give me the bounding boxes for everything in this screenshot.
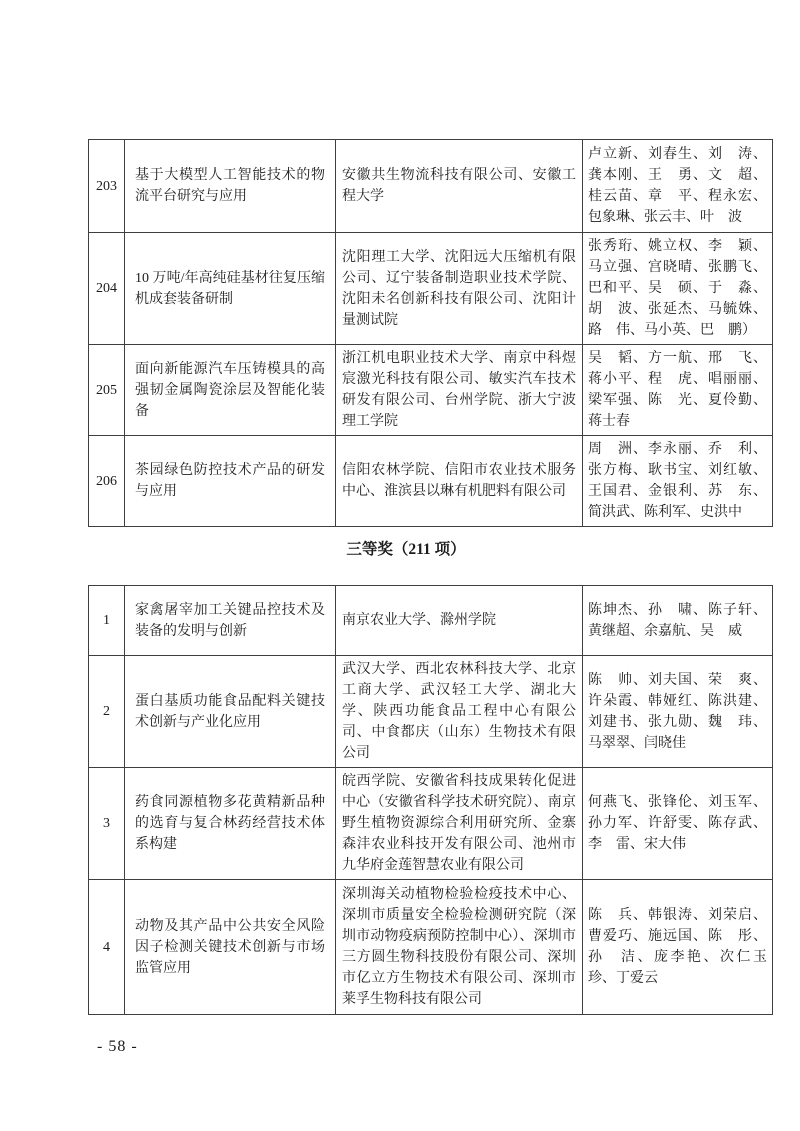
organizations: 深圳海关动植物检验检疫技术中心、深圳市质量安全检验检测研究院（深圳市动物疫病预防控制中心）、深圳市三方圆生物科技股份有限公司、深圳市亿立方生物技术有限公司、深圳市莱孚生物科技有限公司 — [336, 880, 583, 1015]
table-row — [89, 880, 773, 1015]
project-title: 药食同源植物多花黄精新品种的选育与复合林药经营技术体系构建 — [125, 768, 336, 880]
awardees: 何燕飞、张锋伦、刘玉军、孙力军、许舒雯、陈存武、李 雷、宋大伟 — [583, 768, 773, 880]
section-heading: 三等奖（211 项） — [346, 541, 466, 558]
awardees: 卢立新、刘春生、刘 涛、龚本刚、王 勇、文 超、桂云苗、章 平、程永宏、包象琳、张云丰、叶 波 — [583, 140, 773, 233]
organizations: 信阳农林学院、信阳市农业技术服务中心、淮滨县以琳有机肥料有限公司 — [336, 436, 583, 527]
row-number: 2 — [89, 656, 125, 768]
awardees: 陈 帅、刘夫国、荣 爽、许朵霞、韩娅红、陈洪建、刘建书、张九勋、魏 玮、马翠翠、闫晓佳 — [583, 656, 773, 768]
table-row — [89, 768, 773, 880]
organizations: 浙江机电职业技术大学、南京中科煜宸激光科技有限公司、敏实汽车技术研发有限公司、台州学院、浙大宁波理工学院 — [336, 345, 583, 436]
organizations: 武汉大学、西北农林科技大学、北京工商大学、武汉轻工大学、湖北大学、陕西功能食品工程中心有限公司、中食都庆（山东）生物技术有限公司 — [336, 656, 583, 768]
row-number: 3 — [89, 768, 125, 880]
table-row — [89, 345, 773, 436]
table-row — [89, 233, 773, 345]
organizations: 安徽共生物流科技有限公司、安徽工程大学 — [336, 140, 583, 233]
project-title: 基于大模型人工智能技术的物流平台研究与应用 — [125, 140, 336, 233]
awardees: 周 洲、李永丽、乔 利、张方梅、耿书宝、刘红敏、王国君、金银利、苏 东、简洪武、陈利军、史洪中 — [583, 436, 773, 527]
project-title: 家禽屠宰加工关键品控技术及装备的发明与创新 — [125, 586, 336, 656]
row-number: 205 — [89, 345, 125, 436]
page-number: - 58 - — [97, 1038, 138, 1055]
awardees: 张秀珩、姚立权、李 颖、马立强、宫晓晴、张鹏飞、巴和平、吴 硕、于 淼、胡 波、张延杰、马毓姝、路 伟、马小英、巴 鹏） — [583, 233, 773, 345]
table-row — [89, 586, 773, 656]
row-number: 206 — [89, 436, 125, 527]
awardees: 陈坤杰、孙 啸、陈子轩、黄继超、余嘉航、吴 威 — [583, 586, 773, 656]
row-number: 1 — [89, 586, 125, 656]
organizations: 沈阳理工大学、沈阳远大压缩机有限公司、辽宁装备制造职业技术学院、沈阳未名创新科技有限公司、沈阳计量测试院 — [336, 233, 583, 345]
awardees: 陈 兵、韩银涛、刘荣启、曹爱巧、施远国、陈 彤、孙 洁、庞李艳、次仁玉珍、丁爱云 — [583, 880, 773, 1015]
project-title: 面向新能源汽车压铸模具的高强韧金属陶瓷涂层及智能化装备 — [125, 345, 336, 436]
project-title: 蛋白基质功能食品配料关键技术创新与产业化应用 — [125, 656, 336, 768]
organizations: 皖西学院、安徽省科技成果转化促进中心（安徽省科学技术研究院）、南京野生植物资源综合利用研究所、金寨森沣农业科技开发有限公司、池州市九华府金莲智慧农业有限公司 — [336, 768, 583, 880]
award-table-third-prize — [88, 585, 773, 1015]
award-table-top — [88, 139, 773, 527]
table-row — [89, 140, 773, 233]
row-number: 204 — [89, 233, 125, 345]
awardees: 吴 韬、方一航、邢 飞、蒋小平、程 虎、唱丽丽、梁军强、陈 光、夏伶勤、蒋士春 — [583, 345, 773, 436]
project-title: 10 万吨/年高纯硅基材往复压缩机成套装备研制 — [125, 233, 336, 345]
table-row — [89, 436, 773, 527]
organizations: 南京农业大学、滁州学院 — [336, 586, 583, 656]
table-row — [89, 656, 773, 768]
project-title: 茶园绿色防控技术产品的研发与应用 — [125, 436, 336, 527]
row-number: 4 — [89, 880, 125, 1015]
project-title: 动物及其产品中公共安全风险因子检测关键技术创新与市场监管应用 — [125, 880, 336, 1015]
row-number: 203 — [89, 140, 125, 233]
